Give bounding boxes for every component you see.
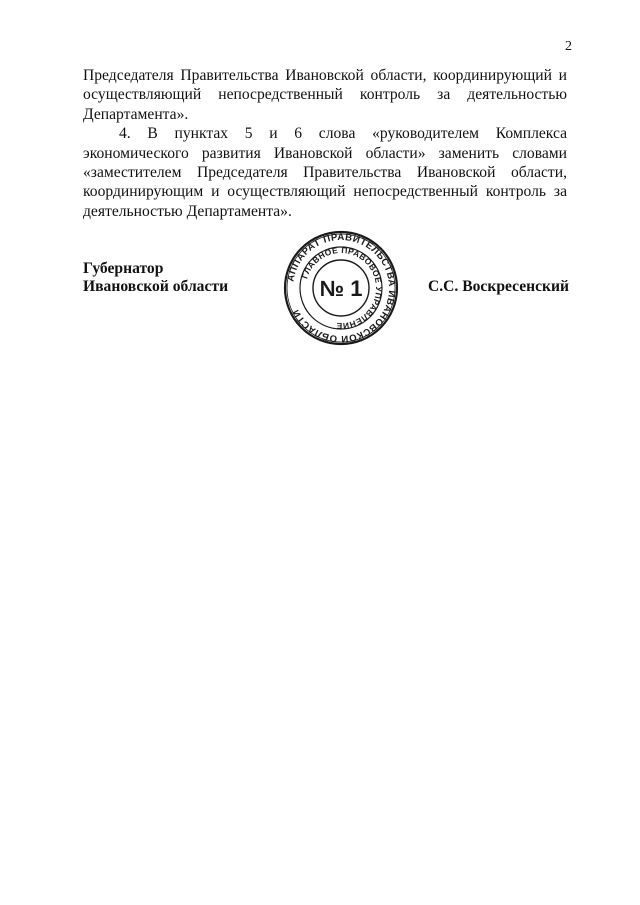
seal-inner-text: ГЛАВНОЕ ПРАВОВОЕ УПРАВЛЕНИЕ bbox=[299, 244, 385, 332]
paragraph-item-4: 4. В пунктах 5 и 6 слова «руководителем Комплекса экономического развития Ивановской области» заменить словами «заместителем Председателя Правительства Ивановской области, координирующим и осуществляющий непосредственный контроль за деятельностью Департамента». bbox=[83, 125, 567, 220]
signatory-name: С.С. Воскресенский bbox=[428, 278, 569, 295]
page-number: 2 bbox=[565, 39, 572, 54]
seal-center-number: № 1 bbox=[319, 276, 363, 301]
signatory-title bbox=[83, 260, 228, 296]
signature-block bbox=[83, 231, 569, 358]
document-body bbox=[83, 66, 567, 221]
signatory-title-line-2: Ивановской области bbox=[83, 278, 229, 295]
signatory-title-line-1: Губернатор bbox=[83, 260, 164, 277]
official-seal-stamp bbox=[283, 230, 399, 346]
paragraph-continuation: Председателя Правительства Ивановской области, координирующий и осуществляющий непосредственный контроль за деятельностью Департамента». bbox=[83, 67, 567, 123]
seal-outer-text: АППАРАТ ПРАВИТЕЛЬСТВА ИВАНОВСКОЙ ОБЛАСТИ bbox=[285, 231, 398, 345]
